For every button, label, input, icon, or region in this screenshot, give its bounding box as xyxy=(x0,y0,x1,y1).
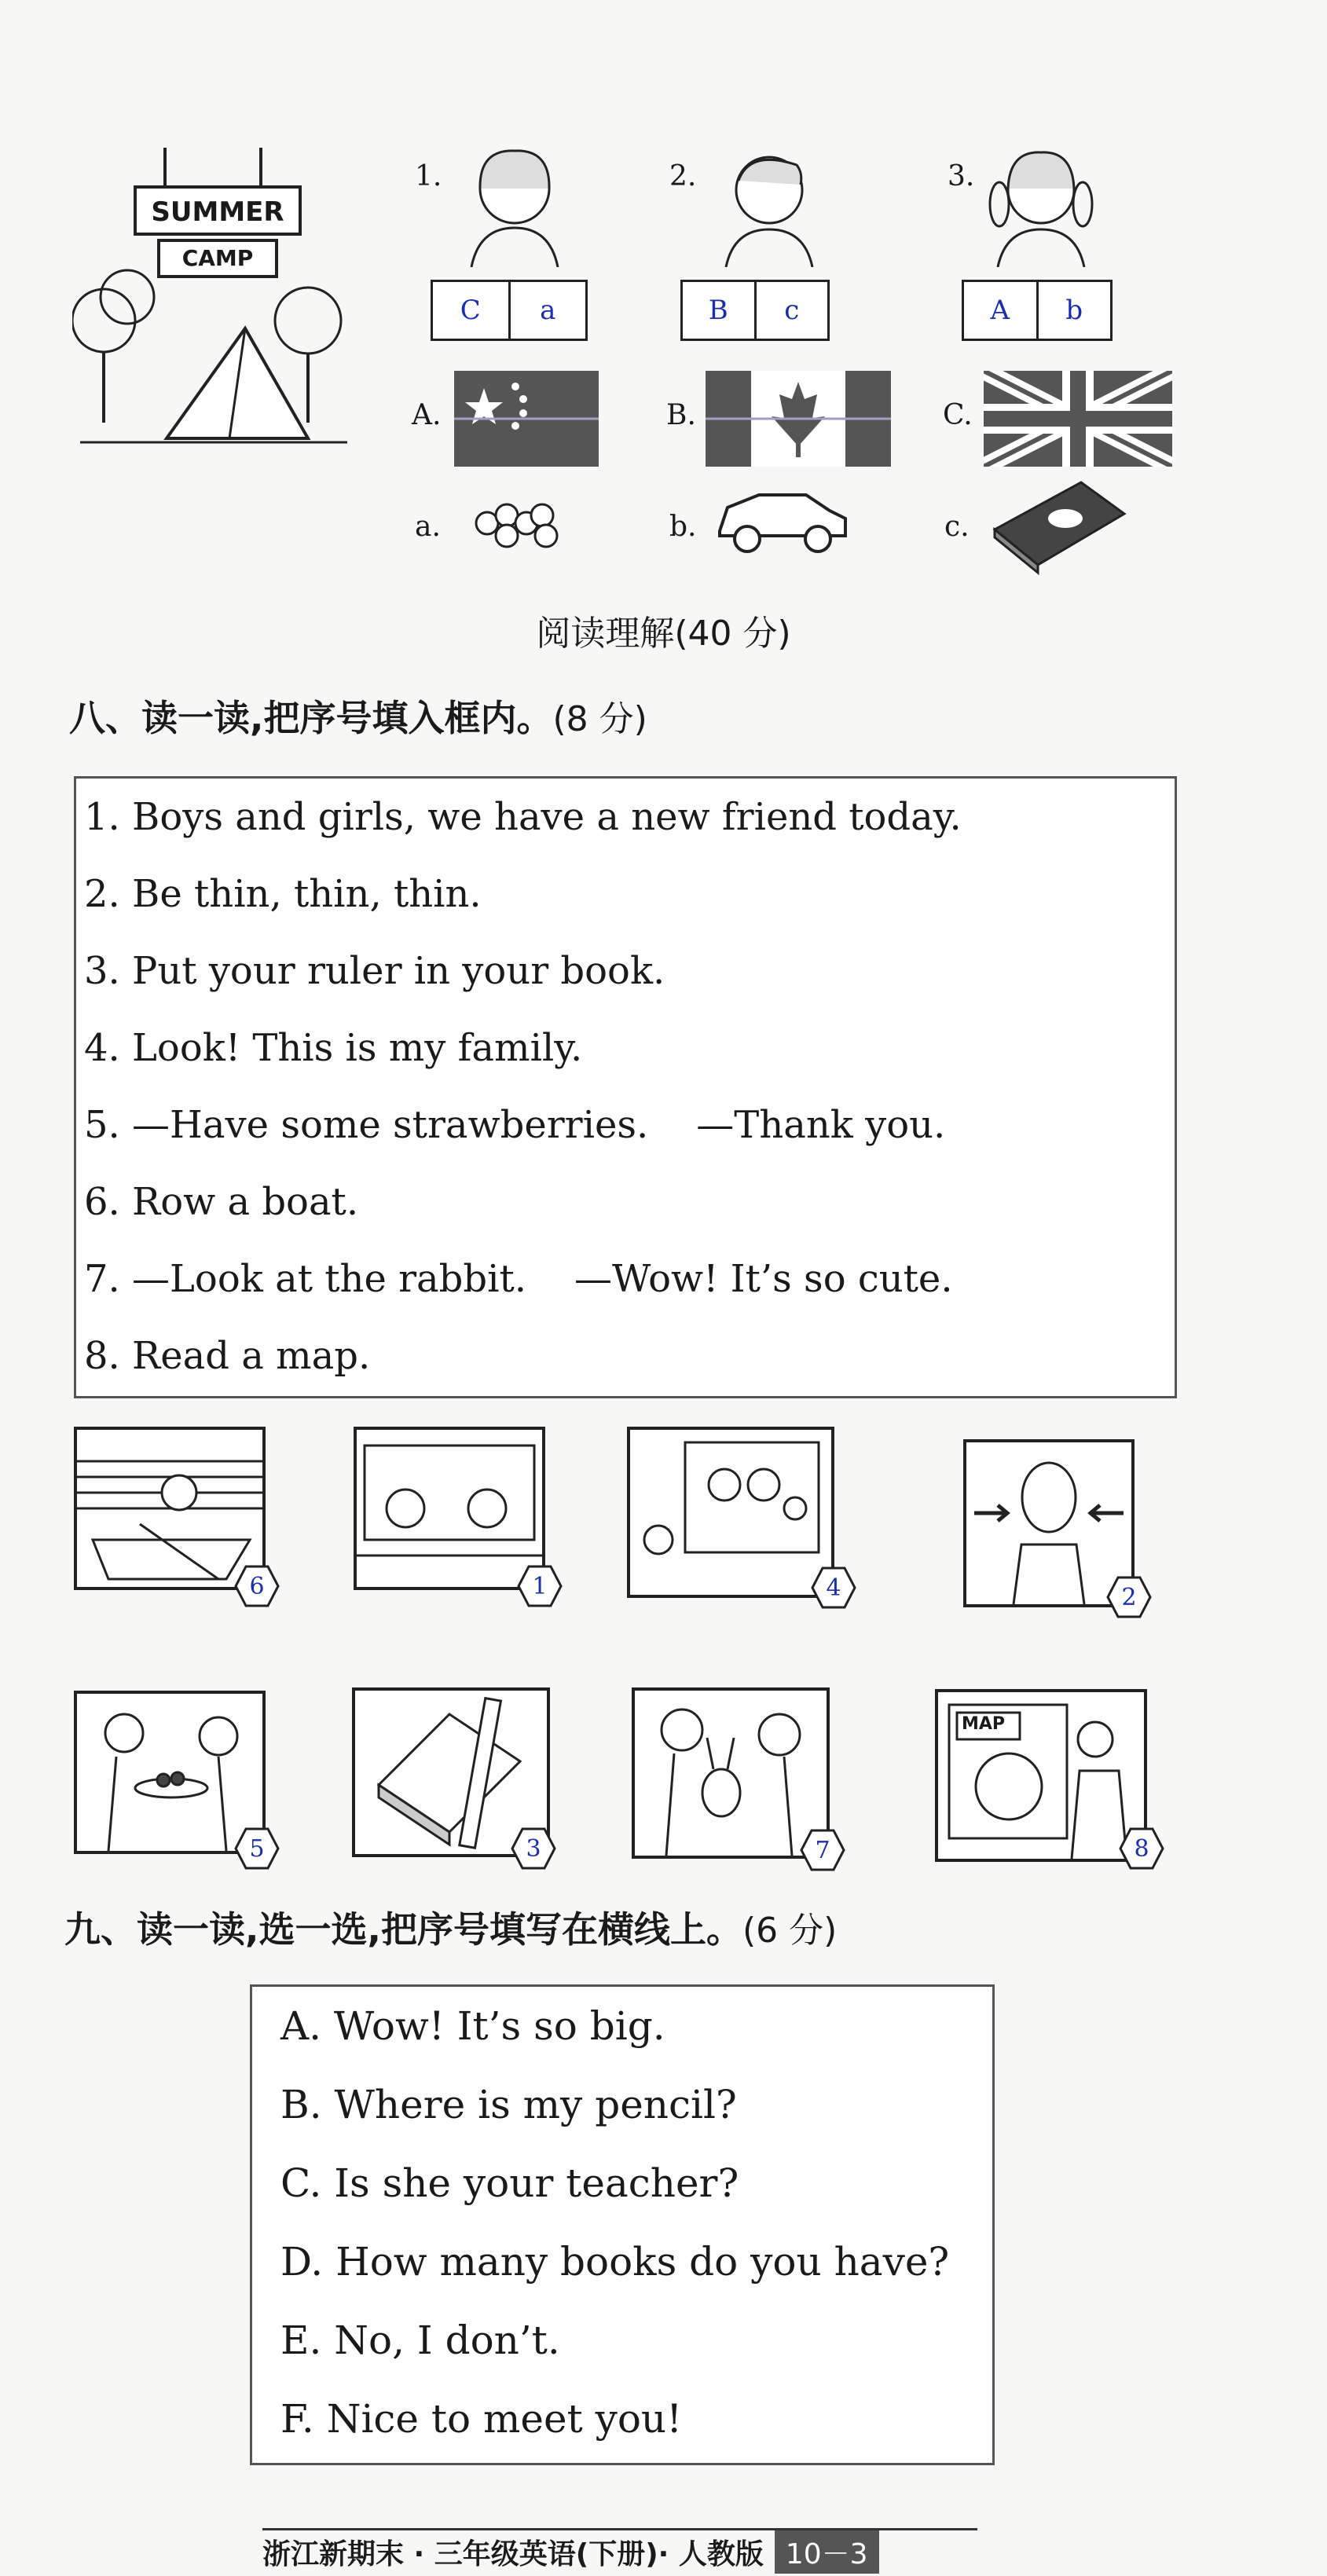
footer-text: 浙江新期末 · 三年级英语(下册)· 人教版 xyxy=(262,2538,764,2571)
page-number: 10－3 xyxy=(775,2530,879,2574)
answer-number: 5 xyxy=(249,1834,265,1863)
answer-left: C xyxy=(460,295,481,326)
option-b: B. Where is my pencil? xyxy=(280,2082,737,2127)
camp-sign-summer: SUMMER xyxy=(151,196,284,228)
summer-camp-picture xyxy=(72,140,355,462)
option-a: A. Wow! It’s so big. xyxy=(280,2003,665,2049)
section8-heading xyxy=(69,690,647,742)
camp-sign-camp: CAMP xyxy=(181,245,254,271)
pencil-box-icon xyxy=(987,475,1128,580)
object-letter: a. xyxy=(415,511,441,543)
answer-badge xyxy=(811,1565,856,1610)
item-number: 2. xyxy=(669,160,697,192)
option-c: C. Is she your teacher? xyxy=(280,2160,739,2206)
answer-box-3 xyxy=(962,280,1113,341)
answer-right: a xyxy=(508,282,586,339)
answer-number: 7 xyxy=(815,1836,830,1864)
page-footer xyxy=(262,2528,977,2573)
answer-box-2 xyxy=(680,280,830,341)
flag-letter: B. xyxy=(666,399,696,431)
section8-sentence-box xyxy=(74,776,1177,1398)
section8-title: 八、读一读,把序号填入框内。 xyxy=(69,697,553,739)
flag-letter: A. xyxy=(412,399,442,431)
girl-portrait-icon xyxy=(456,141,574,270)
answer-badge xyxy=(1106,1574,1152,1620)
answer-number: 3 xyxy=(526,1834,541,1863)
sentence-3: 3. Put your ruler in your book. xyxy=(84,949,665,993)
sentence-5: 5. —Have some strawberries. —Thank you. xyxy=(84,1103,946,1147)
answer-number: 6 xyxy=(249,1572,265,1600)
grapes-icon xyxy=(464,492,566,558)
section9-heading xyxy=(64,1901,837,1953)
answer-number: 8 xyxy=(1134,1834,1149,1863)
car-icon xyxy=(712,476,853,566)
sentence-8: 8. Read a map. xyxy=(84,1334,371,1378)
uk-flag-icon xyxy=(984,371,1172,470)
picture-family-photo xyxy=(627,1427,834,1598)
answer-badge xyxy=(1119,1826,1164,1871)
section9-options-box xyxy=(250,1984,995,2465)
option-e: E. No, I don’t. xyxy=(280,2318,560,2363)
answer-badge xyxy=(234,1826,280,1871)
answer-left: B xyxy=(708,295,728,326)
picture-map xyxy=(935,1689,1147,1862)
answer-right: c xyxy=(754,282,828,339)
answer-badge xyxy=(800,1827,845,1873)
answer-number: 1 xyxy=(532,1572,548,1600)
boy-portrait-icon xyxy=(710,141,828,270)
answer-number: 4 xyxy=(826,1574,841,1602)
object-letter: b. xyxy=(669,511,697,543)
item-number: 3. xyxy=(948,160,975,192)
section9-score: (6 分) xyxy=(742,1911,838,1951)
option-f: F. Nice to meet you! xyxy=(280,2396,683,2442)
section9-title: 九、读一读,选一选,把序号填写在横线上。 xyxy=(64,1908,742,1951)
answer-number: 2 xyxy=(1121,1583,1137,1611)
canada-flag-icon xyxy=(706,371,891,470)
sentence-2: 2. Be thin, thin, thin. xyxy=(84,872,482,916)
object-letter: c. xyxy=(944,511,970,543)
section8-score: (8 分) xyxy=(552,699,647,739)
girl-pigtails-portrait-icon xyxy=(982,141,1100,270)
sentence-7: 7. —Look at the rabbit. —Wow! It’s so cute. xyxy=(84,1257,953,1301)
answer-box-1 xyxy=(431,280,588,341)
answer-badge xyxy=(517,1563,563,1609)
flag-letter: C. xyxy=(943,399,973,431)
sentence-6: 6. Row a boat. xyxy=(84,1180,359,1224)
option-d: D. How many books do you have? xyxy=(280,2239,950,2285)
answer-right: b xyxy=(1036,282,1111,339)
map-sign-text: MAP xyxy=(962,1714,1006,1734)
china-flag-icon xyxy=(454,371,599,470)
answer-badge xyxy=(234,1563,280,1609)
answer-left: A xyxy=(990,295,1010,326)
reading-title: 阅读理解(40 分) xyxy=(536,614,791,654)
sentence-1: 1. Boys and girls, we have a new friend today. xyxy=(84,795,962,839)
answer-badge xyxy=(511,1826,556,1871)
item-number: 1. xyxy=(415,160,442,192)
sentence-4: 4. Look! This is my family. xyxy=(84,1026,583,1070)
